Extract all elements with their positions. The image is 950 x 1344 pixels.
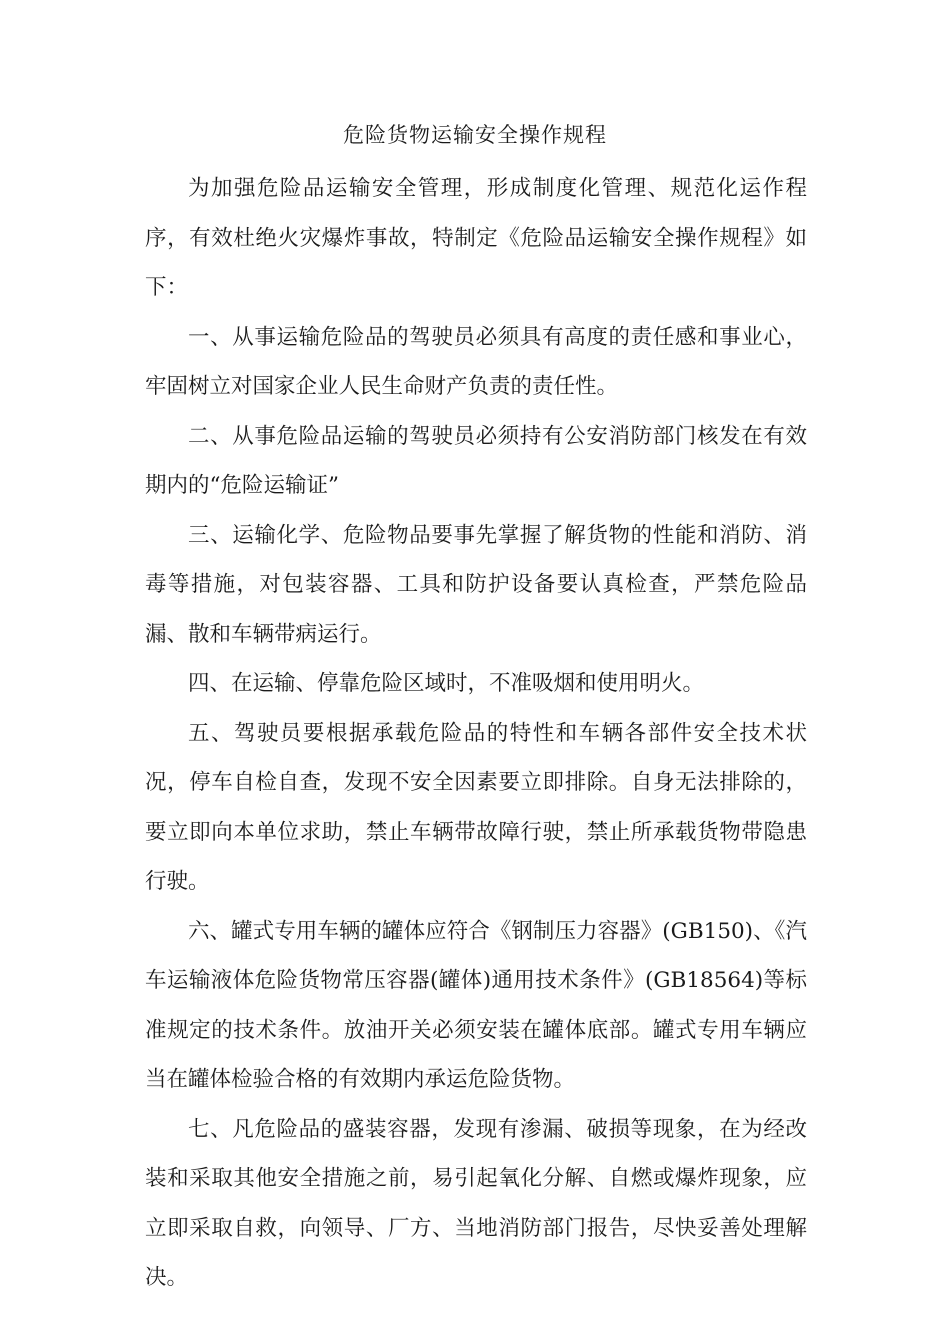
clause-3-paragraph: 三、运输化学、危险物品要事先掌握了解货物的性能和消防、消毒等措施，对包装容器、工具和防护设备要认真检查，严禁危险品漏、散和车辆带病运行。 [145,522,807,647]
clause-6-paragraph: 六、罐式专用车辆的罐体应符合《钢制压力容器》(GB150)、《汽车运输液体危险货物常压容器(罐体)通用技术条件》(GB18564)等标准规定的技术条件。放油开关必须安装在罐体底部。罐式专用车辆应当在罐体检验合格的有效期内承运危险货物。 [145,918,807,1092]
clause-4-paragraph: 四、在运输、停靠危险区域时，不准吸烟和使用明火。 [188,671,705,696]
clause-2-paragraph: 二、从事危险品运输的驾驶员必须持有公安消防部门核发在有效期内的“危险运输证” [145,423,807,498]
clause-5-paragraph: 五、驾驶员要根据承载危险品的特性和车辆各部件安全技术状况，停车自检自查，发现不安全因素要立即排除。自身无法排除的，要立即向本单位求助，禁止车辆带故障行驶，禁止所承载货物带隐患行驶。 [145,720,807,894]
intro-paragraph: 为加强危险品运输安全管理，形成制度化管理、规范化运作程序，有效杜绝火灾爆炸事故，特制定《危险品运输安全操作规程》如下： [145,176,807,300]
clause-7-paragraph: 七、凡危险品的盛装容器，发现有渗漏、破损等现象，在为经改装和采取其他安全措施之前，易引起氧化分解、自燃或爆炸现象，应立即采取自救，向领导、厂方、当地消防部门报告，尽快妥善处理解决。 [145,1116,807,1290]
document-body [145,164,807,1303]
clause-1-paragraph: 一、从事运输危险品的驾驶员必须具有高度的责任感和事业心，牢固树立对国家企业人民生命财产负责的责任性。 [145,324,807,399]
document-title: 危险货物运输安全操作规程 [343,123,607,147]
